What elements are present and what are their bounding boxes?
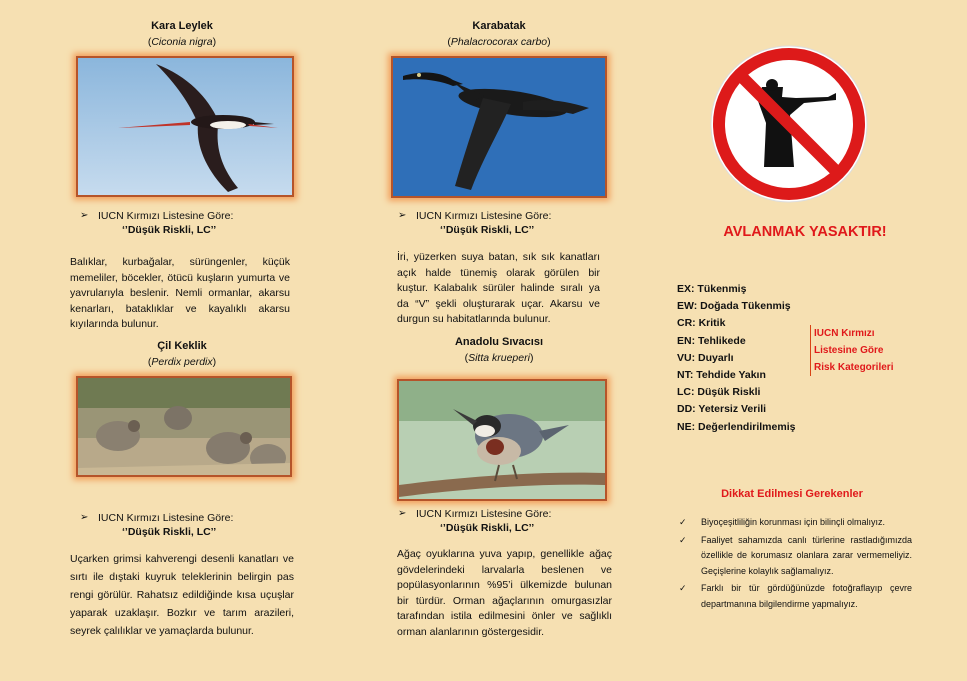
dikkat-title: Dikkat Edilmesi Gerekenler (721, 488, 863, 500)
dikkat-list (677, 515, 912, 614)
iucn-status: ➢ IUCN Kırmızı Listesine Göre: ‘’Düşük Riskli, LC’’ (398, 508, 552, 534)
iucn-category-list (677, 283, 795, 438)
species-name: Çil Keklik (157, 340, 207, 352)
photo-anadolu-sivacisi (397, 379, 607, 501)
photo-kara-leylek (76, 56, 294, 197)
species-name: Karabatak (472, 20, 526, 32)
iucn-status: ➢ IUCN Kırmızı Listesine Göre: ‘’Düşük Riskli, LC’’ (398, 210, 552, 236)
arrow-icon: ➢ (80, 210, 89, 221)
check-icon: ✓ (679, 583, 687, 593)
category-item: DD: Yetersiz Verili (677, 403, 767, 416)
list-item: ✓ Faaliyet sahamızda canlı türlerine rastladığımızda özellikle de korumasız olanlara zarar vermemeliyiz. Geçişlerine kolaylık sağlamalıyız. (679, 534, 912, 576)
species-name: Kara Leylek (151, 20, 213, 32)
species-description: Uçarken grimsi kahverengi desenli kanatları ve sırtı ile dıştaki kuyruk teleklerinin belirgin pas rengi görülür. Rahatsız edildiğinde kısa uçuşlar yaparak uzaklaşır. Bozkır ve tarım arazileri, seyrek çalılıklar ve yamaçlarda bulunur. (70, 553, 294, 637)
arrow-icon: ➢ (398, 508, 407, 519)
list-item: ✓ Biyoçeşitliliğin korunması için bilinçli olmalıyız. (677, 515, 912, 531)
category-item: EX: Tükenmiş (677, 283, 747, 295)
photo-karabatak (391, 56, 607, 198)
no-hunting-sign-icon (710, 45, 868, 203)
species-name: Anadolu Sıvacısı (454, 336, 544, 348)
species-description: Ağaç oyuklarına yuva yapıp, genellikle ağaç gövdelerindeki larvalarla beslenen ve popülasyonlarının %95’i ülkemizde bulunan bir türdür. Orman ağaçlarının omurgasızlar tarafından istila edilmesini önler ve sağlıklı orman alanlarının göstergesidir. (397, 548, 612, 638)
arrow-icon: ➢ (80, 512, 89, 523)
category-item: VU: Duyarlı (677, 351, 734, 364)
check-icon: ✓ (679, 534, 687, 545)
category-item: EN: Tehlikede (677, 334, 746, 347)
category-item: LC: Düşük Riskli (677, 386, 761, 399)
species-description: Balıklar, kurbağalar, sürüngenler, küçük memeliler, böcekler, ötücü kuşların yumurta ve yavrularıyla beslenir. Nemli ormanlar, akarsu kenarları, bataklıklar ve kayalıklı akarsu kıyılarında bulunur. (70, 256, 290, 331)
arrow-icon: ➢ (398, 210, 407, 221)
iucn-category-label: IUCN Kırmızı Listesine Göre Risk Kategorileri (810, 325, 893, 376)
photo-cil-keklik (76, 376, 292, 477)
category-item: NT: Tehdide Yakın (677, 368, 766, 381)
iucn-status: ➢ IUCN Kırmızı Listesine Göre: ‘’Düşük Riskli, LC’’ (80, 512, 234, 538)
category-item: CR: Kritik (677, 317, 726, 330)
hunting-prohibited-warning: AVLANMAK YASAKTIR! (723, 224, 887, 240)
check-icon: ✓ (679, 517, 687, 527)
list-item: ✓ Farklı bir tür gördüğünüzde fotoğraflayıp çevre departmanına bilgilendirme yapmalıyız. (679, 583, 912, 609)
species-description: İri, yüzerken suya batan, sık sık kanatları açık halde tünemiş olarak görülen bir kuştur. Kalabalık sürüler halinde sıralı ya da “V” şekli oluşturarak uçar. Akarsu ve durgun su habitatlarında bulunur. (397, 251, 600, 326)
species-latin: (Perdix perdix) (147, 356, 217, 368)
category-item: EW: Doğada Tükenmiş (677, 300, 791, 313)
species-latin: (Ciconia nigra) (147, 36, 217, 48)
category-item: NE: Değerlendirilmemiş (677, 420, 796, 433)
species-latin: (Phalacrocorax carbo) (447, 36, 551, 48)
iucn-status: ➢ IUCN Kırmızı Listesine Göre: ‘’Düşük Riskli, LC’’ (80, 210, 234, 236)
species-latin: (Sitta krueperi) (464, 352, 534, 364)
